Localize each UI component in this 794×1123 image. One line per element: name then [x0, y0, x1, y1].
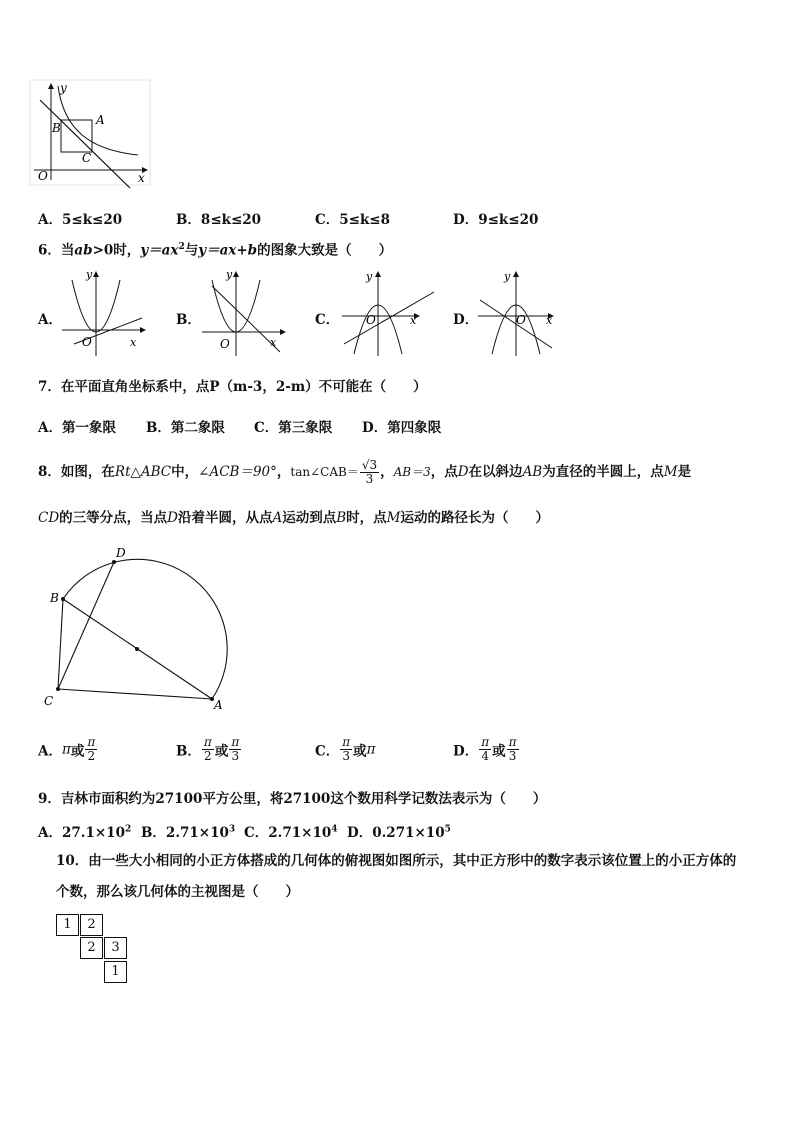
- q6-graph-a: [60, 266, 150, 358]
- q6-d-label-o: O: [516, 313, 526, 327]
- q8-figure: [40, 545, 240, 715]
- q5-option-a-letter: A．: [38, 212, 62, 228]
- q8-l1-f: 在以斜边: [468, 464, 523, 480]
- q8-segment-cb: [58, 599, 63, 689]
- q5-line: [40, 100, 130, 188]
- q8-l1-a: 8．如图，在: [38, 464, 115, 480]
- q5-option-c[interactable]: [315, 208, 390, 228]
- q8-l1-b: 中，: [171, 464, 199, 480]
- q8-option-b-n1: π: [203, 735, 212, 749]
- q8-option-c[interactable]: [315, 736, 376, 763]
- q10-grid-cell: 2: [80, 937, 103, 959]
- q5-option-b-text: 8≤k≤20: [200, 212, 262, 228]
- q6-d-label-x: x: [546, 314, 553, 327]
- q5-label-y: y: [60, 81, 67, 95]
- q7-option-d[interactable]: D．第四象限: [362, 420, 442, 436]
- q10-stem-line1: 10．由一些大小相同的小正方体搭成的几何体的俯视图如图所示，其中正方形中的数字表示该位置上的小正方体的: [56, 853, 737, 869]
- q8-option-b-mid: 或: [214, 743, 229, 760]
- q8-option-d-frac1: [479, 736, 491, 763]
- q6-option-d-letter[interactable]: D．: [453, 312, 479, 328]
- q6-stem: [38, 238, 392, 260]
- q8-label-d: D: [116, 546, 126, 560]
- q6-c-label-y: y: [366, 270, 373, 283]
- q5-label-o: O: [38, 169, 48, 183]
- q9-option-d-letter: D．: [347, 825, 373, 841]
- q6-d-label-y: y: [504, 270, 511, 283]
- q5-figure: [30, 80, 160, 190]
- q6-stem-mid: >0时，: [92, 242, 141, 259]
- q9-option-c-base: 2.71×10: [268, 825, 332, 841]
- q8-option-c-post: π: [366, 741, 376, 758]
- q8-semicircle: [63, 559, 227, 699]
- q8-option-c-frac1: [340, 736, 352, 763]
- q8-option-b-letter: B．: [176, 743, 201, 760]
- q7-option-b[interactable]: B．第二象限: [146, 420, 225, 436]
- q6-graph-c: [340, 266, 440, 358]
- q8-option-b-d2: 3: [231, 749, 240, 763]
- q8-l1-dpt: D: [457, 464, 469, 480]
- q6-stem-suffix: 的图象大致是（ ）: [257, 242, 393, 259]
- q8-l1-e: ，点: [430, 464, 458, 480]
- q8-option-c-d1: 3: [342, 749, 351, 763]
- q5-option-d-text: 9≤k≤20: [478, 212, 539, 228]
- q8-l1-ab2: AB: [522, 464, 543, 480]
- q5-option-b[interactable]: [176, 208, 261, 228]
- q9-option-b-letter: B．: [141, 825, 166, 841]
- q8-l2-m: M: [386, 510, 401, 526]
- q8-l1-ab: AB＝3: [393, 465, 431, 479]
- q8-tan-den: 3: [365, 472, 374, 486]
- q10-stem-line2: 个数，那么该几何体的主视图是（ ）: [56, 884, 299, 900]
- q5-option-a-text: 5≤k≤20: [61, 212, 123, 228]
- q9-option-d[interactable]: [347, 821, 451, 841]
- q8-label-b: B: [50, 591, 59, 605]
- q8-l2-a: 的三等分点，当点: [59, 510, 168, 526]
- q8-option-a-num: π: [87, 735, 96, 749]
- q8-l2-c: 运动到点: [282, 510, 337, 526]
- q8-option-b-n2: π: [231, 735, 240, 749]
- q8-l1-angle: ∠ACB＝90°: [198, 464, 277, 480]
- q7-option-a[interactable]: A．第一象限: [38, 420, 116, 436]
- q6-stem-and: 与: [184, 242, 199, 259]
- q6-stem-sup: 2: [178, 242, 185, 252]
- q6-graph-b: [200, 266, 290, 358]
- q9-option-c-letter: C．: [244, 825, 269, 841]
- q8-option-b-d1: 2: [204, 749, 212, 763]
- q7-stem: 7．在平面直角坐标系中，点P（m-3，2-m）不可能在（ ）: [38, 379, 427, 395]
- q8-option-a-pre: π: [61, 741, 71, 758]
- q8-option-d-n2: π: [508, 735, 517, 749]
- q10-grid-cell: 3: [104, 937, 127, 959]
- q5-label-a: A: [96, 113, 105, 127]
- q8-option-d-d2: 3: [508, 749, 517, 763]
- q6-c-label-o: O: [366, 313, 376, 327]
- q8-option-d-d1: 4: [481, 749, 489, 763]
- q6-a-label-x: x: [130, 336, 137, 349]
- q6-option-b-letter[interactable]: B．: [176, 312, 201, 328]
- q6-b-label-y: y: [226, 268, 233, 281]
- q9-option-c-exp: 4: [331, 824, 338, 835]
- q8-option-d-mid: 或: [492, 743, 506, 760]
- q8-option-b[interactable]: [176, 736, 242, 763]
- q8-tan-fraction: [360, 459, 379, 486]
- q8-option-d-letter: D．: [453, 743, 479, 760]
- q8-option-c-n1: π: [342, 735, 351, 749]
- q5-label-b: B: [52, 121, 61, 135]
- q9-option-b-base: 2.71×10: [165, 825, 229, 841]
- q8-l2-apt: A: [272, 510, 283, 526]
- q6-graph-d: [476, 266, 566, 358]
- q8-tan-num: √3: [361, 458, 378, 472]
- q8-option-d[interactable]: [453, 736, 520, 763]
- q9-option-a-letter: A．: [38, 825, 62, 841]
- q9-option-a-base: 27.1×10: [61, 825, 125, 841]
- q5-option-c-letter: C．: [315, 212, 340, 228]
- q5-option-d-letter: D．: [453, 212, 479, 228]
- q9-option-a[interactable]: [38, 821, 131, 841]
- q7-option-c[interactable]: C．第三象限: [254, 420, 333, 436]
- q6-stem-prefix: 6．当: [38, 242, 75, 259]
- q8-l2-cd: CD: [38, 510, 60, 526]
- q8-l1-h: 是: [677, 464, 692, 480]
- q9-option-b-exp: 3: [228, 824, 236, 835]
- q9-option-b[interactable]: [141, 821, 235, 841]
- q6-stem-ab: ab: [74, 242, 93, 259]
- q10-grid-cell: 2: [80, 914, 103, 936]
- q8-l1-c: ，: [276, 464, 291, 480]
- q8-segment-cd: [58, 562, 114, 689]
- q8-option-a-mid: 或: [70, 743, 85, 760]
- q8-l2-bpt: B: [336, 510, 347, 526]
- q6-a-label-o: O: [82, 335, 92, 349]
- q6-option-a-letter[interactable]: A．: [38, 312, 62, 328]
- q9-option-d-exp: 5: [444, 824, 451, 835]
- q8-l2-b: 沿着半圆，从点: [177, 510, 273, 526]
- q8-label-a: A: [214, 698, 223, 712]
- q8-option-a-den: 2: [87, 749, 96, 763]
- q9-option-c[interactable]: [244, 821, 338, 841]
- q8-l2-f: 运动的路径长为（ ）: [400, 510, 549, 526]
- q8-segment-ca: [58, 689, 212, 699]
- q8-option-d-frac2: [507, 736, 519, 763]
- q5-label-c: C: [82, 151, 92, 165]
- q6-a-label-y: y: [86, 268, 93, 281]
- q5-option-b-letter: B．: [176, 212, 201, 228]
- q8-option-a-frac: [85, 736, 97, 763]
- q6-b-label-x: x: [270, 336, 277, 349]
- q8-l1-d: ，: [380, 464, 394, 480]
- q8-l1-rt: Rt△ABC: [114, 464, 172, 480]
- q8-l1-tan: tan∠CAB＝: [290, 465, 359, 479]
- q6-option-c-letter[interactable]: C．: [315, 312, 340, 328]
- q8-option-a[interactable]: [38, 736, 98, 763]
- q10-grid-cell: 1: [56, 914, 79, 936]
- q8-option-c-letter: C．: [315, 743, 340, 760]
- q8-label-c: C: [44, 694, 54, 708]
- q5-label-x: x: [138, 171, 145, 185]
- q6-stem-f1: y＝ax: [140, 242, 179, 259]
- q5-option-a[interactable]: [38, 208, 122, 228]
- q8-stem-line2: [38, 509, 549, 527]
- q9-option-d-base: 0.271×10: [372, 825, 445, 841]
- q9-option-a-exp: 2: [124, 824, 132, 835]
- q5-option-d[interactable]: [453, 208, 538, 228]
- q6-stem-f2: y＝ax+b: [198, 242, 258, 259]
- q6-c-label-x: x: [410, 314, 417, 327]
- q8-l2-e: 时，点: [346, 510, 387, 526]
- q10-grid-cell: 1: [104, 961, 127, 983]
- q8-l1-g: 为直径的半圆上，点: [542, 464, 664, 480]
- q8-option-c-mid: 或: [353, 743, 367, 760]
- q5-option-c-text: 5≤k≤8: [339, 212, 391, 228]
- q8-l1-m: M: [663, 464, 678, 480]
- q8-option-d-n1: π: [481, 735, 490, 749]
- q8-stem-line1: [38, 454, 691, 490]
- q8-l2-d: D: [167, 510, 178, 526]
- q8-option-a-letter: A．: [38, 743, 62, 760]
- q6-b-label-o: O: [220, 337, 230, 351]
- q8-option-b-frac2: [229, 736, 241, 763]
- q8-option-b-frac1: [202, 736, 214, 763]
- q9-stem: 9．吉林市面积约为27100平方公里，将27100这个数用科学记数法表示为（ ）: [38, 791, 547, 807]
